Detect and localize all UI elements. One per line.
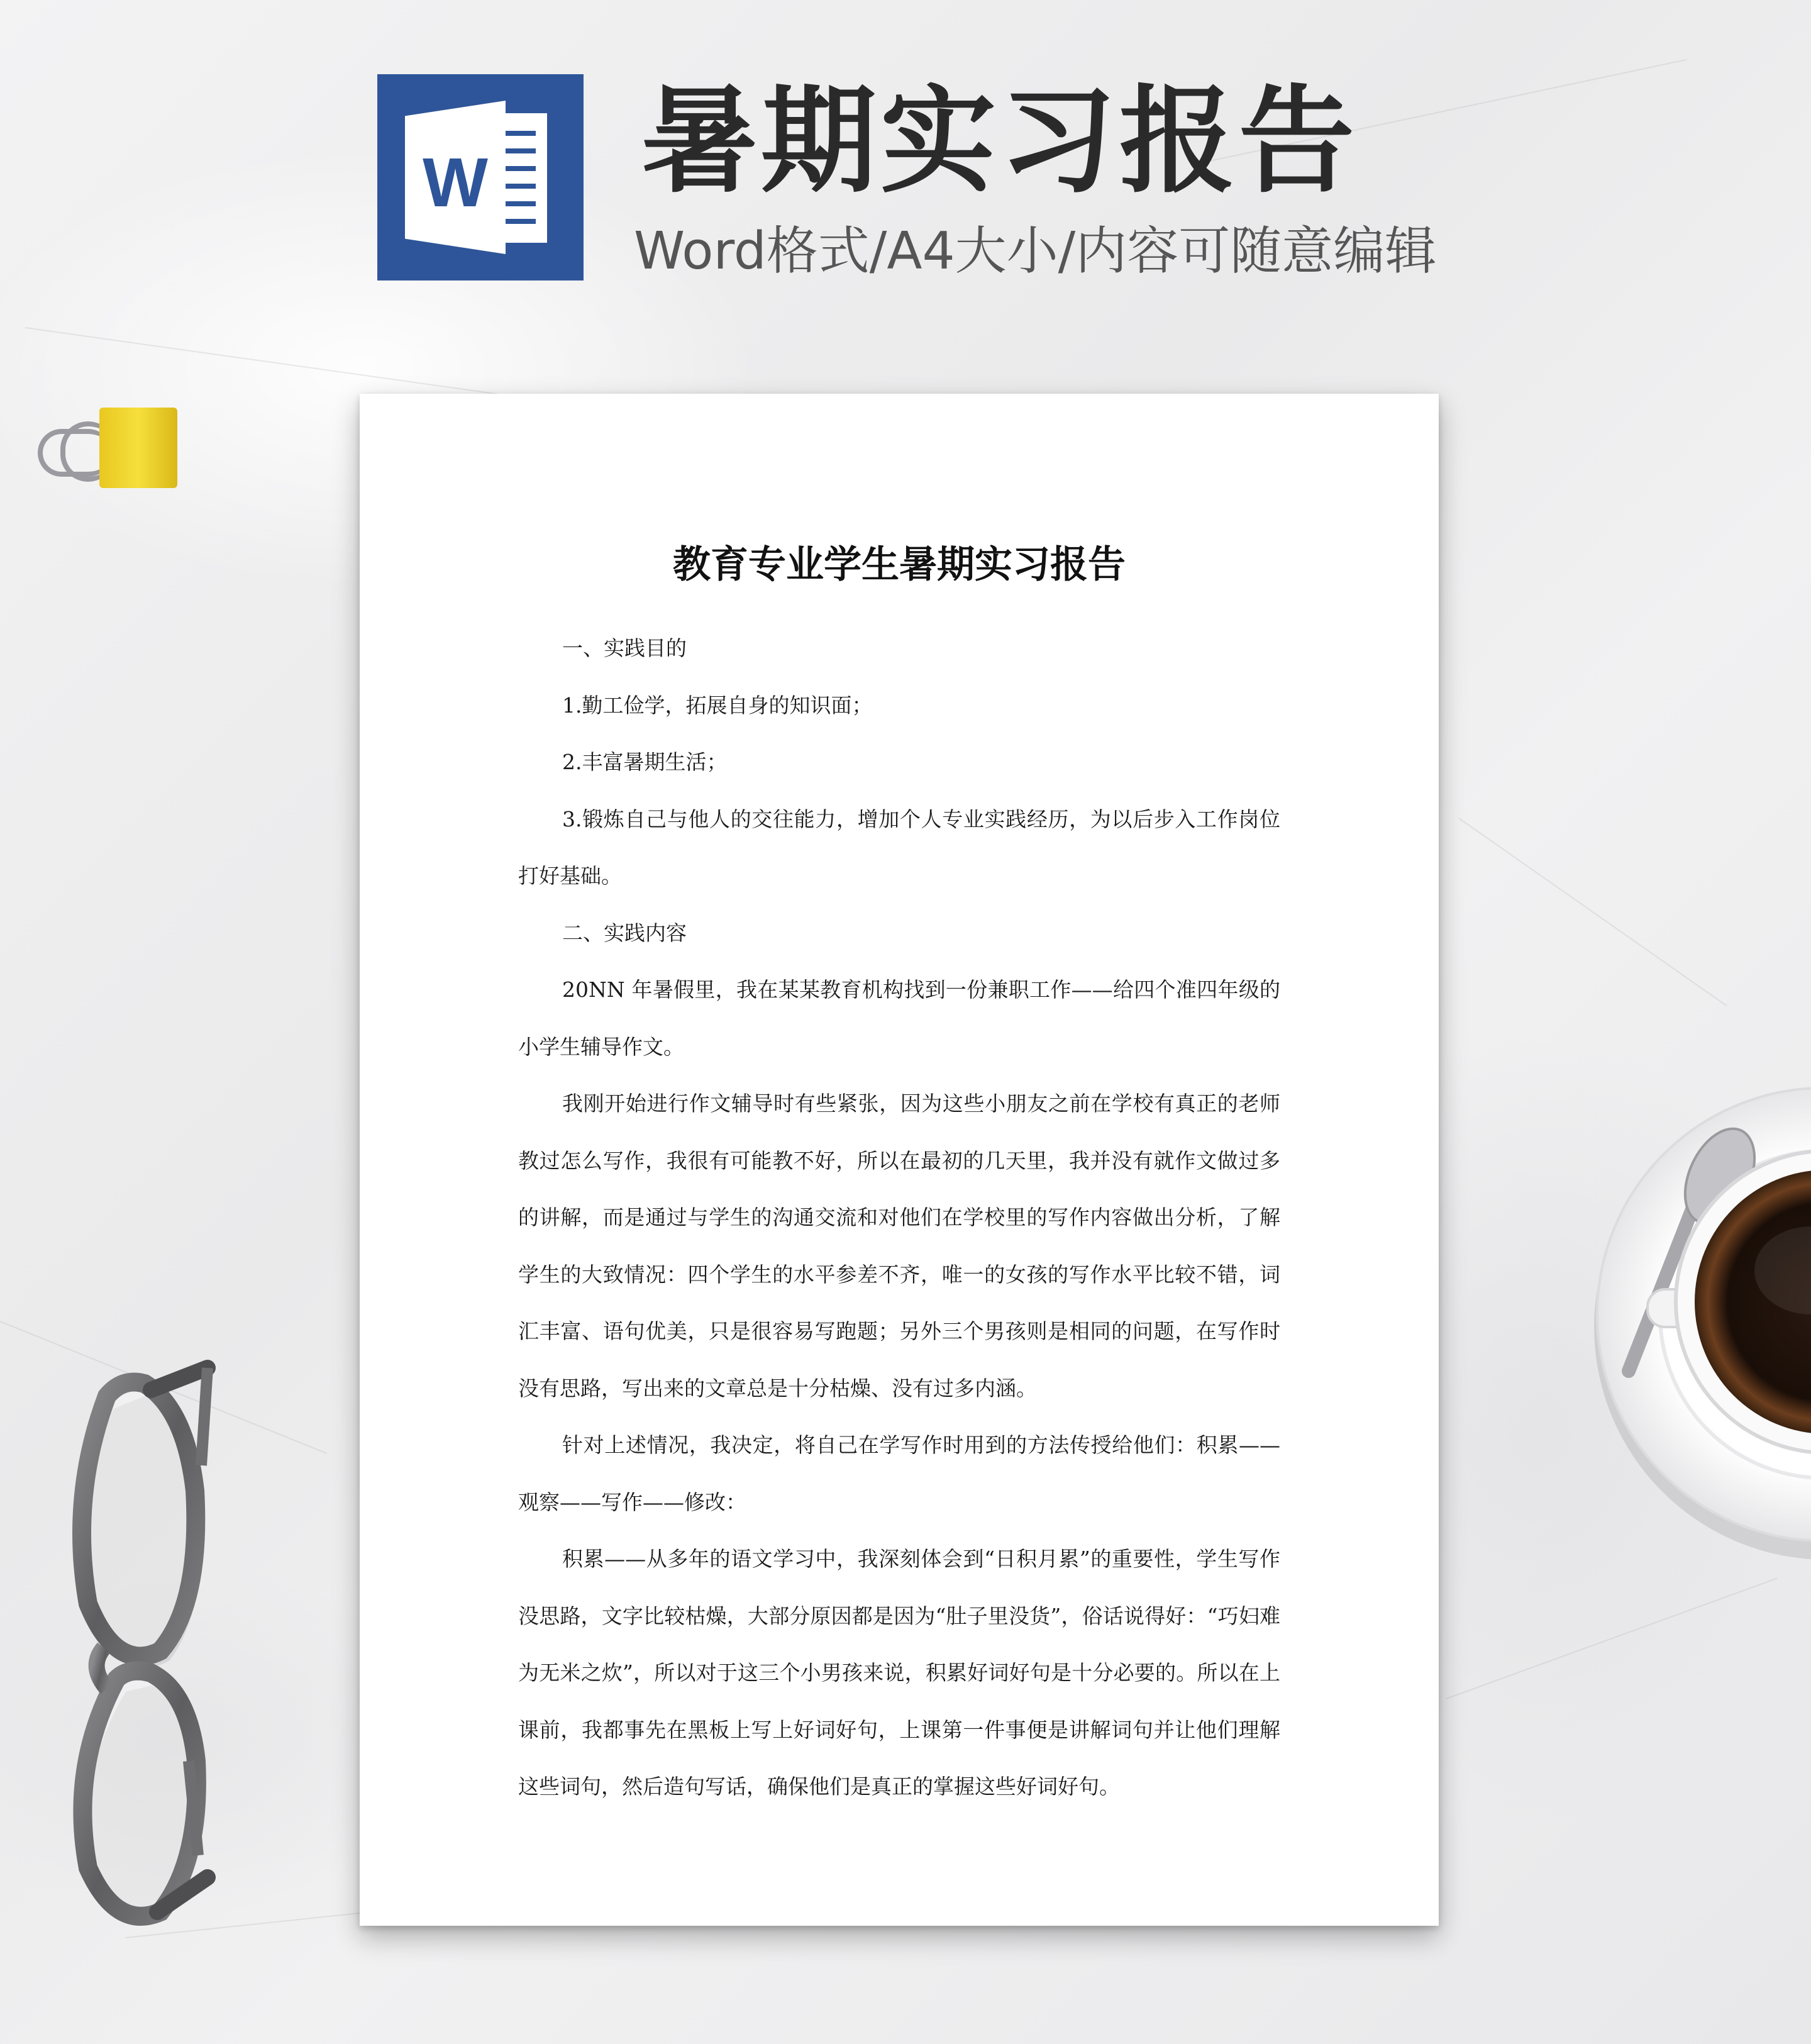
document-paragraph: 3.锻炼自己与他人的交往能力，增加个人专业实践经历，为以后步入工作岗位打好基础。 [518, 806, 1280, 888]
document-paragraph: 20NN 年暑假里，我在某某教育机构找到一份兼职工作——给四个准四年级的小学生辅导作文。 [518, 977, 1280, 1059]
binder-clip-body [99, 408, 177, 488]
document-title: 教育专业学生暑期实习报告 [673, 543, 1126, 587]
document-paragraph: 二、实践内容 [562, 920, 687, 945]
word-logo-letter: W [423, 144, 488, 221]
word-logo-icon [377, 74, 584, 280]
marble-vein [1458, 818, 1727, 1006]
document-body [518, 620, 1280, 1816]
marble-vein [1446, 1578, 1778, 1699]
document-paragraph: 积累——从多年的语文学习中，我深刻体会到“日积月累”的重要性，学生写作没思路，文字比较枯燥，大部分原因都是因为“肚子里没货”，俗话说得好：“巧妇难为无米之炊”，所以对于这三个小男孩来说，积累好词好句是十分必要的。所以在上课前，我都事先在黑板上写上好词好句，上课第一件事便是讲解词句并让他们理解这些词句，然后造句写话，确保他们是真正的掌握这些好词好句。 [518, 1547, 1280, 1799]
document-paragraph: 一、实践目的 [562, 636, 687, 660]
document-page [360, 394, 1439, 1926]
document-paragraph: 2.丰富暑期生活； [562, 750, 728, 774]
document-paragraph: 1.勤工俭学，拓展自身的知识面； [562, 692, 873, 718]
header-title: 暑期实习报告 [641, 74, 1359, 209]
header-subtitle: Word格式/A4大小/内容可随意编辑 [634, 221, 1437, 281]
binder-clip-icon [36, 403, 150, 497]
marble-vein [0, 1321, 327, 1454]
document-paragraph: 针对上述情况，我决定，将自己在学写作时用到的方法传授给他们：积累——观察——写作——修改： [518, 1433, 1280, 1514]
document-paragraph: 我刚开始进行作文辅导时有些紧张，因为这些小朋友之前在学校有真正的老师教过怎么写作，我很有可能教不好，所以在最初的几天里，我并没有就作文做过多的讲解，而是通过与学生的沟通交流和对他们在学校里的写作内容做出分析，了解学生的大致情况：四个学生的水平参差不齐，唯一的女孩的写作水平比较不错，词汇丰富、语句优美，只是很容易写跑题；另外三个男孩则是相同的问题，在写作时没有思路，写出来的文章总是十分枯燥、没有过多内涵。 [518, 1091, 1280, 1401]
